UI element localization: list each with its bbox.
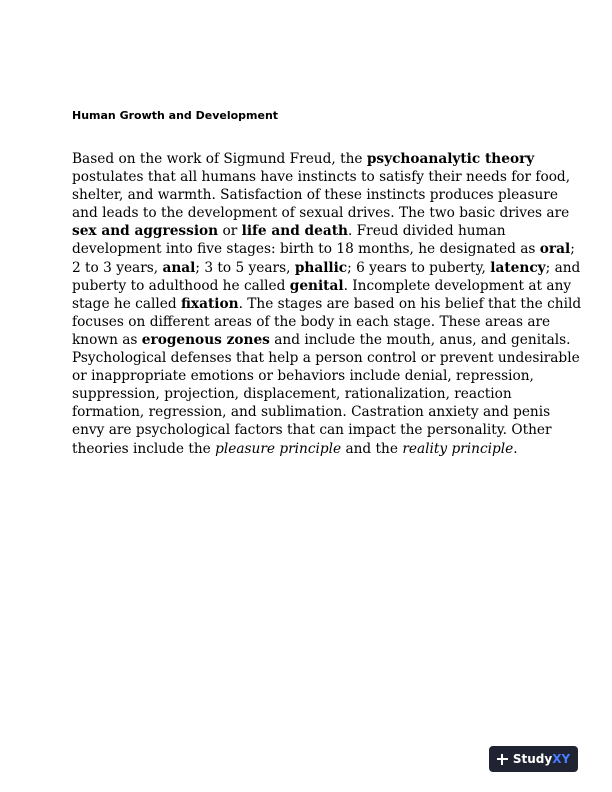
text-segment: Based on the work of Sigmund Freud, the	[72, 151, 367, 167]
text-segment: formation, regression, and sublimation. Castration anxiety and penis	[72, 404, 551, 421]
text-line	[72, 186, 558, 204]
bold-term: genital	[289, 277, 344, 294]
text-line	[72, 295, 582, 313]
text-segment: puberty to adulthood he called	[72, 277, 290, 294]
text-line	[72, 403, 551, 421]
text-line	[72, 150, 542, 168]
text-line	[72, 367, 542, 385]
bold-term: latency	[490, 259, 546, 276]
text-line	[72, 349, 580, 367]
text-line	[72, 331, 571, 349]
bold-term: fixation	[180, 295, 239, 312]
bold-term: psychoanalytic theory	[366, 151, 535, 167]
brand-accent: XY	[552, 752, 571, 766]
text-segment: development into five stages: birth to 18 months, he designated as	[72, 241, 540, 258]
text-segment: Psychological defenses that help a person control or prevent undesirable	[72, 350, 580, 367]
text-segment: . The stages are based on his belief that the child	[238, 295, 582, 312]
text-line	[72, 222, 542, 240]
text-segment: postulates that all humans have instincts to satisfy their needs for food,	[72, 169, 571, 186]
text-segment: ;	[570, 241, 575, 258]
text-line	[72, 385, 542, 403]
document-heading: Human Growth and Development	[72, 109, 279, 122]
text-segment: ; and	[545, 259, 581, 276]
text-segment: shelter, and warmth. Satisfaction of these instincts produces pleasure	[72, 187, 558, 204]
text-segment: .	[513, 440, 518, 457]
italic-term: pleasure principle	[215, 440, 342, 457]
text-line	[72, 240, 575, 258]
text-line	[72, 259, 581, 277]
text-segment: stage he called	[72, 295, 181, 312]
text-segment: . Freud divided human	[347, 223, 506, 240]
text-segment: focuses on different areas of the body in each stage. These areas are	[72, 313, 551, 330]
studyxy-badge[interactable]	[489, 746, 578, 772]
italic-term: reality principle	[402, 440, 514, 457]
text-segment: known as	[72, 331, 142, 348]
text-segment: and leads to the development of sexual drives. The two basic drives are	[72, 205, 570, 222]
text-line	[72, 313, 551, 331]
text-segment: ; 6 years to puberty,	[347, 259, 491, 276]
bold-term: phallic	[294, 259, 348, 276]
text-line	[72, 421, 552, 439]
document-body	[72, 150, 582, 458]
text-segment: . Incomplete development at any	[343, 277, 572, 294]
bold-term: sex and aggression	[72, 223, 219, 240]
text-segment: and the	[341, 440, 403, 457]
text-segment: envy are psychological factors that can impact the personality. Other	[72, 422, 552, 439]
plus-icon	[497, 754, 508, 765]
text-segment: theories include the	[72, 440, 216, 457]
brand-logo	[513, 752, 570, 766]
text-segment: and include the mouth, anus, and genitals.	[269, 331, 571, 348]
bold-term: anal	[162, 259, 196, 276]
brand-main: Study	[512, 752, 553, 766]
text-segment: 2 to 3 years,	[72, 259, 163, 276]
bold-term: erogenous zones	[141, 331, 270, 348]
text-segment: suppression, projection, displacement, rationalization, reaction	[72, 386, 512, 403]
text-segment: or inappropriate emotions or behaviors include denial, repression,	[72, 368, 534, 385]
text-segment: or	[218, 223, 242, 240]
bold-term: oral	[539, 241, 571, 258]
text-line	[72, 277, 572, 295]
text-line	[72, 168, 571, 186]
text-line	[72, 204, 570, 222]
text-line	[72, 440, 542, 458]
bold-term: life and death	[241, 223, 348, 240]
text-segment: ; 3 to 5 years,	[195, 259, 295, 276]
